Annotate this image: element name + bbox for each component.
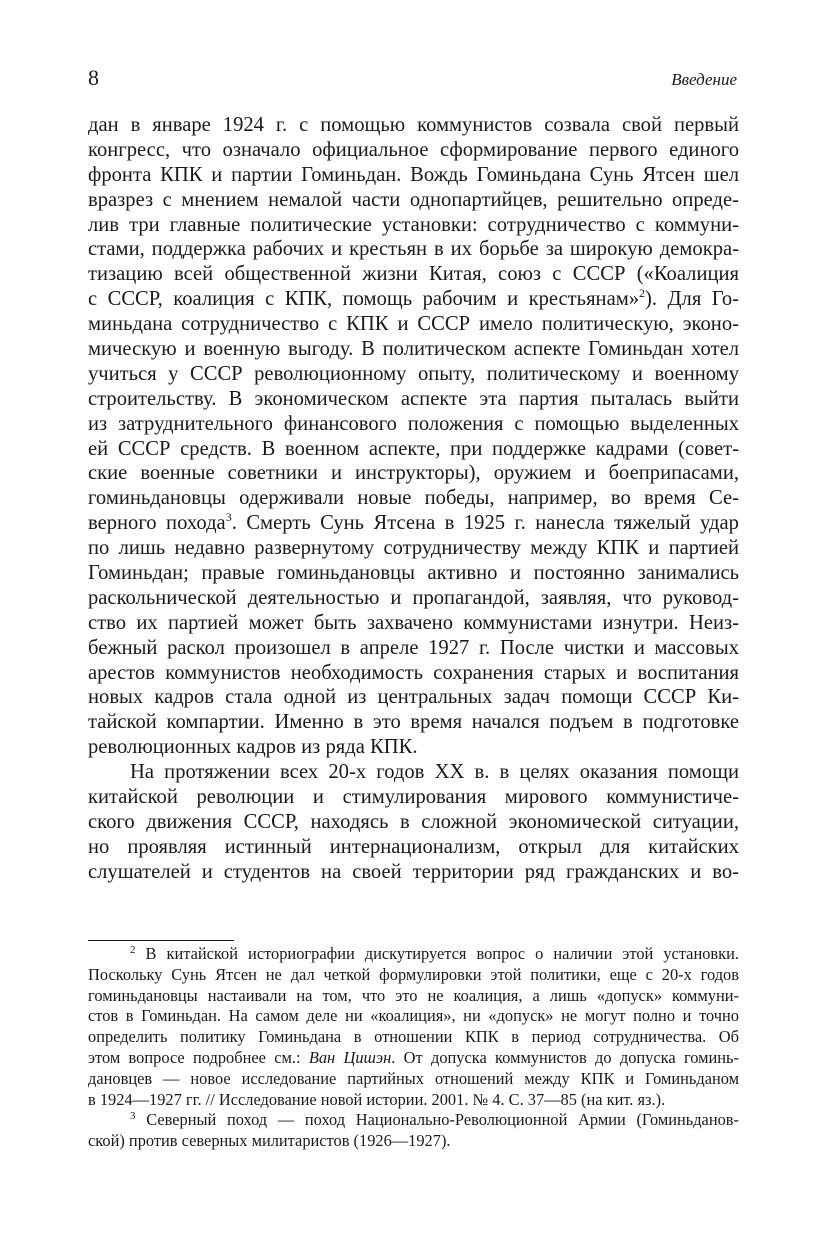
text-segment: . От допуска коммунистов до допуска гоминь- — [391, 1047, 739, 1067]
text-line: вразрез с мнением немалой части однопартийцев, решительно опреде- — [88, 188, 739, 211]
text-line: ского движения СССР, находясь в сложной экономической ситуации, — [88, 810, 739, 833]
footnote-line: ской) против северных милитаристов (1926—1927). — [88, 1131, 451, 1151]
footnote-line: гоминьдановцы настаивали на том, что это не коалиция, а лишь «допуск» коммуни- — [88, 985, 739, 1005]
running-head: Введение — [671, 70, 737, 89]
text-line: стами, поддержка рабочих и крестьян в их борьбе за широкую демокра- — [88, 238, 739, 261]
text-line: тайской компартии. Именно в это время начался подъем в подготовке — [88, 711, 739, 734]
text-line: гоминьдановцы одерживали новые победы, например, во время Се- — [88, 487, 739, 510]
footnote-line: стов в Гоминьдан. На самом деле ни «коалиция», ни «допуск» не могут полно и точно — [88, 1006, 739, 1026]
text-line: китайской революции и стимулирования мирового коммунистиче- — [88, 786, 739, 809]
text-line: раскольнической деятельностью и пропагандой, заявляя, что руковод- — [88, 586, 739, 609]
text-line: фронта КПК и партии Гоминьдан. Вождь Гоминьдана Сунь Ятсен шел — [88, 163, 739, 186]
text-line: слушателей и студентов на своей территории ряд гражданских и во- — [88, 860, 739, 883]
text-segment: с СССР, коалиция с КПК, помощь рабочим и крестьянам» — [88, 288, 640, 311]
text-line: Гоминьдан; правые гоминьдановцы активно и постоянно занимались — [88, 562, 739, 585]
text-line: революционных кадров из ряда КПК. — [88, 736, 418, 759]
text-line: конгресс, что означало официальное сформирование первого единого — [88, 138, 739, 161]
text-line: миньдана сотрудничество с КПК и СССР имело политическую, эконо- — [88, 313, 739, 336]
text-line: ство их партией может быть захвачено коммунистами изнутри. Неиз- — [88, 611, 739, 634]
text-segment: В китайской историографии дискутируется вопрос о наличии этой установки. — [135, 944, 739, 963]
text-line: мическую и военную выгоду. В политическом аспекте Гоминьдан хотел — [88, 338, 739, 361]
footnote-line — [88, 1048, 739, 1069]
footnote-ref[interactable]: 2 — [639, 286, 646, 301]
text-segment: Северный поход — поход Национально-Революционной Армии (Гоминьданов- — [135, 1110, 739, 1130]
text-line: бежный раскол произошел в апреле 1927 г. После чистки и массовых — [88, 636, 739, 659]
text-segment: этом вопросе подробнее см.: — [88, 1047, 309, 1067]
text-segment: верного похода — [88, 512, 226, 535]
footnote-line — [88, 1110, 739, 1131]
text-line: строительству. В экономическом аспекте эта партия пыталась выйти — [88, 387, 739, 410]
text-line: тизацию всей общественной жизни Китая, союз с СССР («Коалиция — [88, 263, 739, 286]
text-line: по лишь недавно развернутому сотрудничеству между КПК и партией — [88, 537, 739, 560]
text-line: новых кадров стала одной из центральных задач помощи СССР Ки- — [88, 686, 739, 709]
text-line: из затруднительного финансового положения с помощью выделенных — [88, 412, 739, 435]
footnote-line: определить политику Гоминьдана в отношении КПК в период сотрудничества. Об — [88, 1027, 739, 1047]
footnote-line: дановцев — новое исследование партийных отношений между КПК и Гоминьданом — [88, 1068, 739, 1088]
text-line: учиться у СССР революционному опыту, политическому и военному — [88, 362, 739, 385]
text-line — [88, 511, 739, 536]
footnote-separator — [88, 940, 234, 941]
footnote-marker: 3 — [130, 1110, 136, 1123]
footnotes — [88, 944, 739, 1152]
footnote-line: в 1924—1927 гг. // Исследование новой истории. 2001. № 4. С. 37—85 (на кит. яз.). — [88, 1089, 666, 1109]
footnote-line: Поскольку Сунь Ятсен не дал четкой формулировки этой политики, еще с 20-х годов — [88, 964, 739, 984]
main-text — [88, 113, 739, 885]
text-line: ские военные советники и инструкторы), оружием и боеприпасами, — [88, 462, 739, 485]
text-line: дан в январе 1924 г. с помощью коммунистов созвала свой первый — [88, 114, 739, 136]
text-line: ей СССР средств. В военном аспекте, при поддержке кадрами (совет- — [88, 437, 739, 460]
text-line — [88, 287, 739, 312]
footnote-line — [88, 944, 739, 965]
text-segment: . Смерть Сунь Ятсена в 1925 г. нанесла тяжелый удар — [231, 512, 739, 535]
text-line: но проявляя истинный интернационализм, открыл для китайских — [88, 835, 739, 858]
text-line: На протяжении всех 20-х годов XX в. в целях оказания помощи — [130, 761, 739, 784]
footnote-marker: 2 — [130, 944, 136, 956]
footnote-ref[interactable]: 3 — [225, 510, 232, 525]
text-line: арестов коммунистов необходимость сохранения старых и воспитания — [88, 661, 739, 684]
reference-author: Ван Цишэн — [308, 1047, 392, 1067]
page-number: 8 — [88, 65, 99, 90]
text-segment: ). Для Го- — [645, 288, 739, 311]
text-line: лив три главные политические установки: сотрудничество с коммуни- — [88, 213, 739, 236]
